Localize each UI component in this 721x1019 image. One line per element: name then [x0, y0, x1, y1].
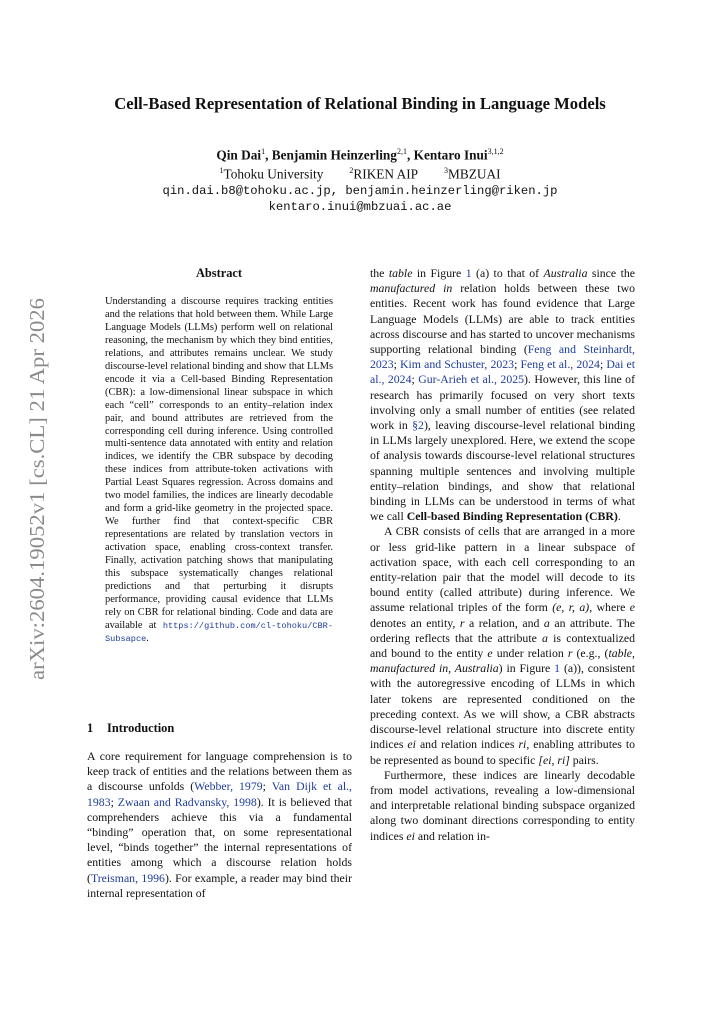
figure-ref-link[interactable]: 1 — [554, 661, 561, 676]
paper-title: Cell-Based Representation of Relational Binding in Language Models — [114, 94, 606, 113]
citation-link[interactable]: Zwaan and Radvansky, 1998 — [117, 794, 257, 809]
author-2: Benjamin Heinzerling — [271, 147, 397, 163]
author-names: Qin Dai$^1$, Benjamin Heinzerling$^{2,1}$, Kentaro Inui$^{3,1,2}$ — [216, 147, 504, 163]
figure-ref-link[interactable]: 1 — [465, 266, 472, 280]
citation-link[interactable]: Treisman, 1996 — [90, 870, 165, 885]
author-3-affil: 3,1,2 — [487, 147, 504, 156]
citation-link[interactable]: Feng and Steinhardt, 2023 — [370, 342, 635, 372]
citation-link[interactable]: Van Dijk et al., 1983 — [87, 779, 352, 809]
arxiv-stamp-svg — [10, 298, 58, 680]
abstract-text: Understanding a discourse requires tracking entities and the relations that hold between them. While Large Language Models (LLMs) perform well on relational reasoning, the mechanism by which they bind entities, relations, and attributes remains unclear. We study discourse-level relational binding and show that LLMs encode it via a Cell-based Binding Representation (CBR): a low-dimensional linear subspace in which each “cell” corresponds to an entity–relation index pair, and bound attributes are retrieved from the corresponding cell during inference. Using controlled multi-sentence data annotated with entity and relation indices, we identify the CBR subspace by decoding these indices from attribute-token activations with Partial Least Squares regression. Across domains and two model families, the indices are linearly decodable and form a grid-like geometry in the projected space. We further find that context-specific CBR representations are related by translation vectors in activation space, enabling cross-context transfer. Finally, activation patching shows that manipulating this subspace systematically changes relational predictions and that perturbing it disrupts performance, providing causal evidence that LLMs rely on CBR for relational binding. Code and data are available at https://github.com/cl-tohoku/CBR-Subsapce. — [105, 296, 333, 644]
section-heading-introduction: 1 Introduction — [87, 721, 175, 735]
intro-paragraph: A core requirement for language comprehension is to keep track of entities and the relations between them as a discourse unfolds (Webber, 1979; Van Dijk et al., 1983; Zwaan and Radvansky, 1998). It is believed that comprehenders achieve this via a fundamental “binding” operation that, on some representational level, “binds together” the internal representations of entities among which a discourse relation holds (Treisman, 1996). For example, a reader may bind their internal representation of — [87, 749, 352, 900]
citation-link[interactable]: Webber, 1979 — [194, 779, 263, 794]
right-column-text — [370, 266, 635, 844]
affiliations — [60, 163, 660, 182]
affiliation-2: $^2$RIKEN AIP — [349, 166, 419, 182]
author-emails-line-2: kentaro.inui@mbzuai.ac.ae — [268, 199, 452, 214]
author-1-affil: 1 — [261, 147, 266, 156]
abstract-heading: Abstract — [195, 266, 243, 280]
author-block — [60, 144, 660, 215]
code-link[interactable]: https://github.com/cl-tohoku/CBR-Subsapce — [105, 620, 333, 644]
author-3: Kentaro Inui — [413, 147, 488, 163]
citation-link[interactable]: Gur-Arieh et al., 2025 — [418, 372, 525, 387]
author-2-affil: 2,1 — [396, 147, 407, 156]
right-paragraph-2: A CBR consists of cells that are arranged in a more or less grid-like pattern in a linear subspace of activation space, with each cell corresponding to an entity-relation pair that the model will decode to its bound entity (called attribute) during inference. We assume relational triples of the form (e, r, a), where e denotes an entity, r a relation, and a an attribute. The ordering reflects that the attribute a is contextualized and bound to the entity e under relation r (e.g., (table, manufactured in, Australia) in Figure 1 (a)), consistent with the autoregressive encoding of LLMs in which later tokens are represented conditioned on the preceding context. As we will show, a CBR abstracts discourse-level relational structure into discrete entity indices ei and relation indices ri, enabling attributes to be represented as bound to specific [ei, ri] pairs. — [370, 524, 635, 767]
citation-link[interactable]: Feng et al., 2024 — [520, 357, 600, 372]
affiliation-3: $^3$MBZUAI — [444, 166, 501, 182]
arxiv-id-text: arXiv:2604.19052v1 [cs.CL] 21 Apr 2026 — [25, 326, 49, 680]
citation-link[interactable]: Dai et al., 2024 — [370, 357, 636, 387]
right-paragraph-3: Furthermore, these indices are linearly decodable from model activations, revealing a low-dimensional and interpretable relational binding subspace organized along two dominant directions corresponding to entity indices ei and relation in- — [370, 767, 635, 843]
citation-link[interactable]: Kim and Schuster, 2023 — [400, 357, 515, 372]
arxiv-sidebar-stamp — [10, 298, 58, 680]
section-ref-link[interactable]: §2 — [412, 418, 424, 433]
affiliation-1: $^1$Tohoku University — [219, 166, 324, 182]
right-paragraph-1: the table in Figure 1 (a) to that of Australia since the manufactured in relation holds between these two entities. Recent work has found evidence that Large Language Models (LLMs) are able to track entities across discourse and has started to uncover mechanisms supporting relational binding (Feng and Steinhardt, 2023; Kim and Schuster, 2023; Feng et al., 2024; Dai et al., 2024; Gur-Arieh et al., 2025). However, this line of research has primarily focused on very short texts involving only a small number of entities (see related work in §2), leaving discourse-level relational binding in LLMs largely unexplored. Here, we extend the scope of analysis towards discourse-level relational structures spanning multiple sentences and involving multiple entity–relation bindings, and show that relational binding in LLMs can be understood in terms of what we call Cell-based Binding Representation (CBR). — [370, 266, 636, 524]
author-emails-line-1: qin.dai.b8@tohoku.ac.jp, benjamin.heinzerling@riken.jp — [162, 183, 558, 198]
author-1: Qin Dai — [216, 147, 262, 163]
